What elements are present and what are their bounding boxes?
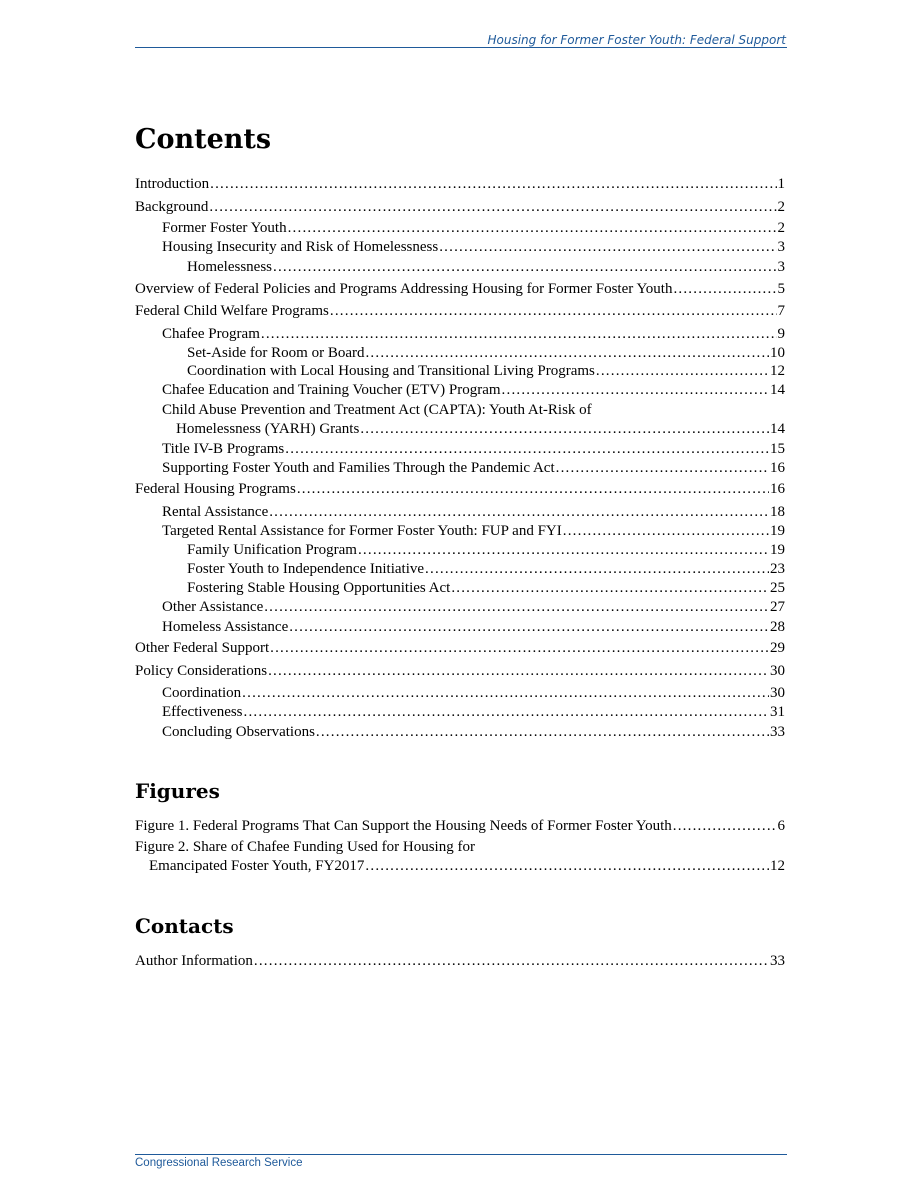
toc-entry[interactable]	[135, 702, 785, 722]
toc-entry[interactable]	[135, 578, 785, 598]
toc-entry-title: Coordination with Local Housing and Transitional Living Programs	[187, 363, 595, 379]
contact-entry-title: Author Information	[135, 953, 253, 969]
toc-entry-first-line[interactable]: Child Abuse Prevention and Treatment Act (CAPTA): Youth At-Risk of	[162, 402, 592, 418]
toc-entry[interactable]	[135, 380, 785, 400]
leader-dots	[316, 722, 769, 742]
toc-entry[interactable]	[135, 257, 785, 277]
toc-entry[interactable]	[135, 218, 785, 238]
toc-entry-title: Family Unification Program	[187, 542, 357, 558]
toc-entry[interactable]	[135, 559, 785, 579]
toc-entry-title: Targeted Rental Assistance for Former Foster Youth: FUP and FYI	[162, 523, 562, 539]
toc-entry[interactable]	[135, 479, 785, 499]
leader-dots	[270, 638, 769, 658]
toc-entry-title: Title IV-B Programs	[162, 441, 285, 457]
toc-entry-title: Federal Housing Programs	[135, 481, 296, 497]
toc-entry-title: Introduction	[135, 176, 210, 192]
toc-entry-page: 30	[770, 663, 785, 679]
toc-entry-page: 27	[770, 599, 785, 615]
toc-entry-title: Effectiveness	[162, 704, 243, 720]
toc-entry-page: 31	[770, 704, 785, 720]
leader-dots	[673, 816, 777, 836]
toc-entry[interactable]	[135, 197, 785, 217]
toc-entry-page: 16	[770, 460, 785, 476]
toc-entry[interactable]	[135, 301, 785, 321]
toc-entry[interactable]	[135, 458, 785, 478]
toc-entry-title: Concluding Observations	[162, 724, 315, 740]
toc-entry[interactable]	[135, 540, 785, 560]
toc-entry-page: 23	[770, 561, 785, 577]
leader-dots	[269, 502, 769, 522]
leader-dots	[451, 578, 769, 598]
toc-entry-title: Set-Aside for Room or Board	[187, 345, 365, 361]
leader-dots	[273, 257, 777, 277]
toc-entry[interactable]	[135, 722, 785, 742]
toc-entry-page: 7	[777, 303, 785, 319]
leader-dots	[261, 324, 777, 344]
toc-entry-title: Federal Child Welfare Programs	[135, 303, 329, 319]
leader-dots	[297, 479, 769, 499]
toc-entry[interactable]	[135, 361, 785, 381]
toc-entry-title: Policy Considerations	[135, 663, 268, 679]
leader-dots	[596, 361, 769, 381]
figure-entry-page: 12	[770, 858, 785, 874]
toc-entry-title: Background	[135, 199, 209, 215]
contact-entry-page: 33	[770, 953, 785, 969]
leader-dots	[210, 174, 776, 194]
leader-dots	[268, 661, 769, 681]
toc-entry-page: 19	[770, 542, 785, 558]
toc-entry[interactable]	[135, 638, 785, 658]
leader-dots	[209, 197, 776, 217]
toc-entry[interactable]	[135, 324, 785, 344]
leader-dots	[439, 237, 776, 257]
toc-entry-page: 14	[770, 382, 785, 398]
toc-entry[interactable]	[135, 174, 785, 194]
toc-entry-page: 1	[777, 176, 785, 192]
toc-entry-title: Overview of Federal Policies and Programs Addressing Housing for Former Foster Youth	[135, 281, 673, 297]
leader-dots	[360, 419, 769, 439]
figure-entry[interactable]	[135, 816, 785, 836]
toc-entry[interactable]	[135, 661, 785, 681]
leader-dots	[285, 439, 769, 459]
leader-dots	[425, 559, 769, 579]
toc-entry[interactable]	[135, 279, 785, 299]
toc-entry-title: Homelessness	[187, 259, 272, 275]
contents-heading: Contents	[135, 124, 272, 155]
toc-entry-title: Other Federal Support	[135, 640, 270, 656]
toc-entry[interactable]	[135, 521, 785, 541]
toc-entry-title: Chafee Program	[162, 326, 260, 342]
toc-entry-page: 2	[777, 220, 785, 236]
leader-dots	[365, 856, 769, 876]
toc-entry-page: 14	[770, 421, 785, 437]
leader-dots	[244, 702, 769, 722]
toc-entry-page: 19	[770, 523, 785, 539]
toc-entry[interactable]	[135, 439, 785, 459]
figure-entry-title: Figure 1. Federal Programs That Can Support the Housing Needs of Former Foster Youth	[135, 818, 672, 834]
toc-entry-page: 3	[777, 259, 785, 275]
toc-entry-page: 3	[777, 239, 785, 255]
toc-entry-title: Housing Insecurity and Risk of Homelessness	[162, 239, 439, 255]
toc-entry-page: 15	[770, 441, 785, 457]
toc-entry-title: Homeless Assistance	[162, 619, 289, 635]
leader-dots	[365, 343, 769, 363]
leader-dots	[254, 951, 769, 971]
leader-dots	[242, 683, 769, 703]
toc-entry-title: Rental Assistance	[162, 504, 269, 520]
toc-entry-page: 18	[770, 504, 785, 520]
figure-entry-first-line[interactable]: Figure 2. Share of Chafee Funding Used for Housing for	[135, 839, 475, 855]
leader-dots	[330, 301, 777, 321]
toc-entry-title: Foster Youth to Independence Initiative	[187, 561, 425, 577]
toc-entry-title: Other Assistance	[162, 599, 264, 615]
figure-entry[interactable]	[135, 856, 785, 876]
figures-heading: Figures	[135, 779, 220, 803]
figure-entry-title: Emancipated Foster Youth, FY2017	[149, 858, 365, 874]
toc-entry-page: 10	[770, 345, 785, 361]
toc-entry-page: 12	[770, 363, 785, 379]
leader-dots	[556, 458, 769, 478]
running-header: Housing for Former Foster Youth: Federal Support	[487, 33, 786, 47]
toc-entry[interactable]	[135, 683, 785, 703]
toc-entry[interactable]	[135, 419, 785, 439]
footer-publisher: Congressional Research Service	[135, 1157, 303, 1169]
toc-entry-page: 9	[777, 326, 785, 342]
toc-entry-page: 25	[770, 580, 785, 596]
toc-entry[interactable]	[135, 502, 785, 522]
toc-entry-title: Coordination	[162, 685, 242, 701]
contact-entry[interactable]	[135, 951, 785, 971]
toc-entry-title: Supporting Foster Youth and Families Through the Pandemic Act	[162, 460, 555, 476]
toc-entry[interactable]	[135, 237, 785, 257]
leader-dots	[288, 218, 777, 238]
toc-entry-title: Former Foster Youth	[162, 220, 287, 236]
toc-entry-page: 5	[777, 281, 785, 297]
leader-dots	[264, 597, 769, 617]
header-rule	[135, 47, 787, 48]
toc-entry-title: Homelessness (YARH) Grants	[176, 421, 360, 437]
leader-dots	[502, 380, 769, 400]
toc-entry-title: Fostering Stable Housing Opportunities Act	[187, 580, 451, 596]
toc-entry-page: 33	[770, 724, 785, 740]
leader-dots	[358, 540, 769, 560]
toc-entry-page: 16	[770, 481, 785, 497]
contacts-heading: Contacts	[135, 914, 234, 938]
toc-entry[interactable]	[135, 597, 785, 617]
leader-dots	[563, 521, 769, 541]
footer-rule	[135, 1154, 787, 1155]
toc-entry-page: 30	[770, 685, 785, 701]
toc-entry-page: 2	[777, 199, 785, 215]
figure-entry-page: 6	[777, 818, 785, 834]
toc-entry-page: 29	[770, 640, 785, 656]
toc-entry[interactable]	[135, 617, 785, 637]
toc-entry[interactable]	[135, 343, 785, 363]
toc-entry-page: 28	[770, 619, 785, 635]
toc-entry-title: Chafee Education and Training Voucher (ETV) Program	[162, 382, 501, 398]
leader-dots	[289, 617, 769, 637]
leader-dots	[673, 279, 776, 299]
